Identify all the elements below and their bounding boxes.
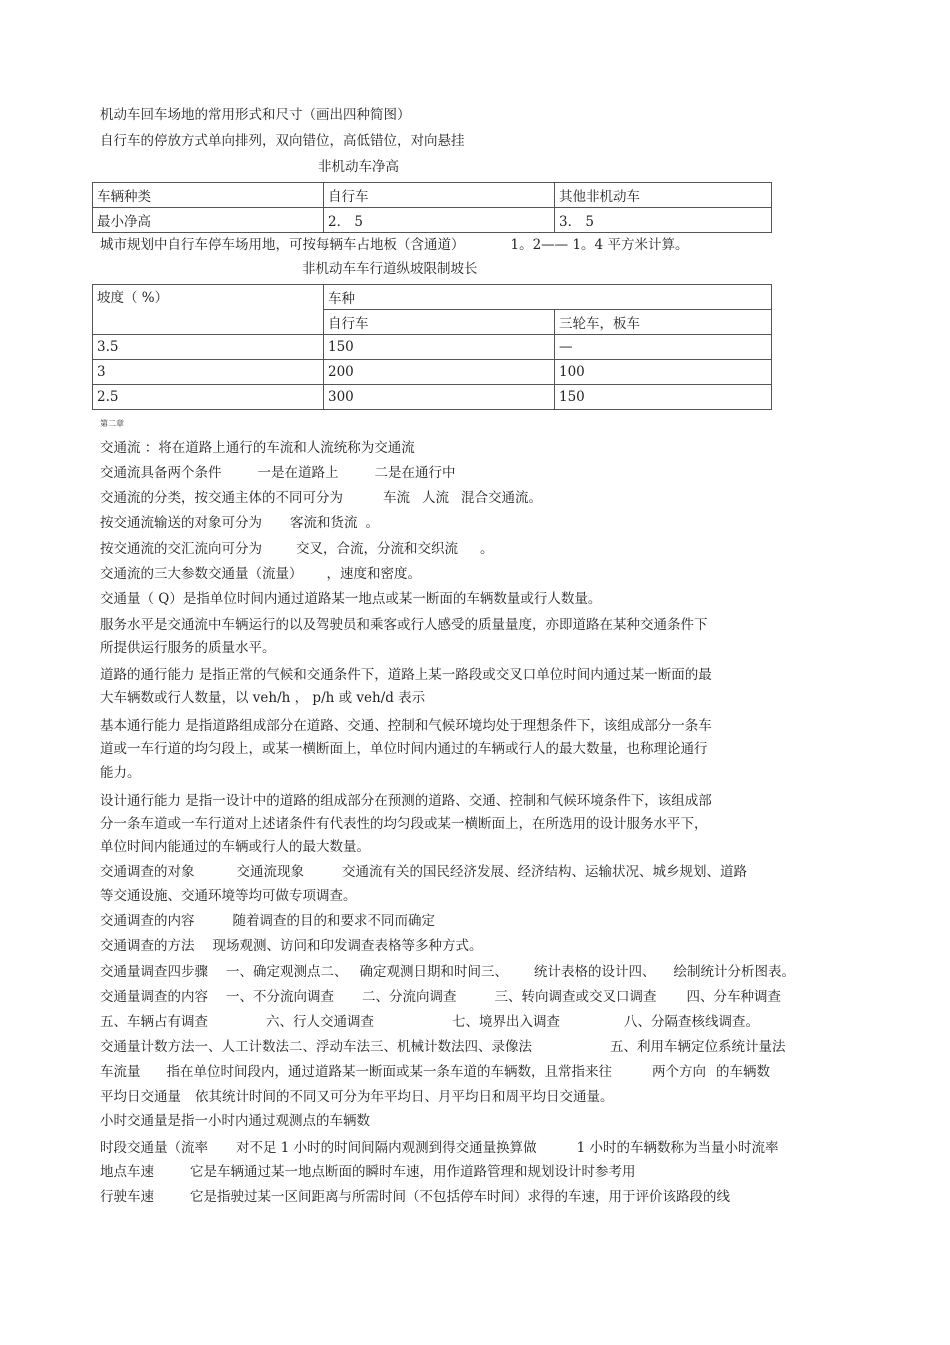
para-by-direction: [100, 540, 494, 558]
text: 混合交通流。: [461, 490, 542, 506]
text: 交通流的三大参数交通量（流量）: [100, 566, 303, 582]
text: 交通量计数方法一、人工计数法二、浮动车法三、机械计数法四、录像法: [100, 1039, 532, 1055]
text: 地点车速: [100, 1164, 154, 1180]
text: 客流和货流: [290, 515, 358, 531]
text: 随着调查的目的和要求不同而确定: [232, 913, 435, 929]
para-traffic-flow: 交通流 ：将在道路上通行的车流和人流统称为交通流: [100, 440, 415, 456]
text: 。: [480, 541, 494, 557]
text: 二、分流向调查: [362, 989, 457, 1005]
text: 二是在通行中: [374, 465, 456, 481]
text: 它是车辆通过某一地点断面的瞬时车速，用作道路管理和规划设计时参考用: [190, 1164, 636, 1180]
text: 城市规划中自行车停车场用地，可按每辆车占地板（含通道）: [100, 237, 465, 253]
para-four-steps: [100, 963, 795, 981]
clearance-table: [92, 182, 772, 233]
text: 的车辆数: [716, 1064, 770, 1080]
table-cell: 车辆种类: [93, 183, 324, 208]
text: 交通流有关的国民经济发展、经济结构、运输状况、城乡规划、道路: [342, 864, 747, 880]
text: ，速度和密度。: [326, 566, 421, 582]
text: 一是在道路上: [257, 465, 339, 481]
para-design-capacity-3: 单位时间内能通过的车辆或行人的最大数量。: [100, 839, 370, 855]
line-turnaround: 机动车回车场地的常用形式和尺寸（画出四种简图）: [100, 107, 411, 123]
text: 一、不分流向调查: [226, 989, 334, 1005]
para-conditions: [100, 464, 456, 482]
table-row: [93, 285, 772, 310]
text: 交通调查的内容: [100, 913, 195, 929]
para-design-capacity-1: 设计通行能力 是指一设计中的道路的组成部分在预测的道路、交通、控制和气候环境条件下，该组成部: [100, 793, 712, 809]
para-capacity-1: 道路的通行能力 是指正常的气候和交通条件下，道路上某一路段或交叉口单位时间内通过某一断面的最: [100, 667, 712, 683]
text: 。: [365, 515, 379, 531]
para-survey-object-1: [100, 863, 747, 881]
table-cell: 2． 5: [324, 208, 555, 233]
text: 确定观测日期和时间三、: [359, 964, 508, 980]
text: 现场观测、访问和印发调查表格等多种方式。: [212, 938, 483, 954]
chapter-label: 第二章: [100, 419, 124, 428]
text: 六、行人交通调查: [266, 1014, 374, 1030]
line-bike-area: [100, 236, 688, 254]
text: 车流量: [100, 1064, 141, 1080]
para-hourly-volume: 小时交通量是指一小时内通过观测点的车辆数: [100, 1113, 370, 1129]
text: 统计表格的设计四、: [534, 964, 656, 980]
text: 对不足 1 小时的时间间隔内观测到得交通量换算做: [236, 1140, 537, 1156]
text: 五、利用车辆定位系统计量法: [610, 1039, 786, 1055]
para-survey-method: [100, 937, 483, 955]
table-cell: 其他非机动车: [555, 183, 772, 208]
text: 平均日交通量: [100, 1089, 181, 1105]
table-cell: 3.5: [93, 335, 324, 360]
text: 两个方向: [652, 1064, 706, 1080]
table-row: [93, 183, 772, 208]
text: 人流: [422, 490, 449, 506]
text: 行驶车速: [100, 1189, 154, 1205]
para-period-volume: [100, 1139, 779, 1157]
text: 七、境界出入调查: [452, 1014, 560, 1030]
line-bike-parking: 自行车的停放方式单向排列，双向错位，高低错位，对向悬挂: [100, 133, 465, 149]
table-cell: 3． 5: [555, 208, 772, 233]
text: 绘制统计分析图表。: [673, 964, 795, 980]
text: 依其统计时间的不同又可分为年平均日、月平均日和周平均日交通量。: [195, 1089, 614, 1105]
table-row: [93, 385, 772, 410]
text: 它是指驶过某一区间距离与所需时间（不包括停车时间）求得的车速，用于评价该路段的线: [190, 1189, 730, 1205]
table-cell: 2.5: [93, 385, 324, 410]
para-service-level-2: 所提供运行服务的质量水平。: [100, 640, 276, 656]
text: 按交通流输送的对象可分为: [100, 515, 262, 531]
para-running-speed: [100, 1188, 730, 1206]
text: 按交通流的交汇流向可分为: [100, 541, 262, 557]
para-basic-capacity-3: 能力。: [100, 765, 141, 781]
slope-table: [92, 284, 772, 410]
para-parameters: [100, 565, 421, 583]
table-cell: 3: [93, 360, 324, 385]
para-survey-content: [100, 912, 435, 930]
text: 1 小时的车辆数称为当量小时流率: [576, 1140, 779, 1156]
text: 指在单位时间段内，通过道路某一断面或某一条车道的车辆数，且常指来往: [166, 1064, 612, 1080]
para-design-capacity-2: 分一条车道或一车行道对上述诸条件有代表性的均匀段或某一横断面上，在所选用的设计服务水平下，: [100, 816, 708, 832]
para-capacity-2: 大车辆数或行人数量，以 veh/h ， p/h 或 veh/d 表示: [100, 690, 426, 706]
text: 四、分车种调查: [686, 989, 781, 1005]
table2-title: 非机动车车行道纵坡限制坡长: [302, 261, 478, 277]
para-daily-volume: [100, 1088, 614, 1106]
table-cell: 坡度（ %）: [93, 285, 324, 335]
text: 三、转向调查或交叉口调查: [494, 989, 657, 1005]
table1-title: 非机动车净高: [318, 159, 399, 175]
table-cell: 自行车: [324, 310, 555, 335]
para-basic-capacity-2: 道或一车行道的均匀段上，或某一横断面上，单位时间内通过的车辆或行人的最大数量，也称理论通行: [100, 741, 708, 757]
para-spot-speed: [100, 1163, 636, 1181]
text: 交通流现象: [236, 864, 304, 880]
text: 交通调查的对象: [100, 864, 195, 880]
table-cell: 车种: [324, 285, 772, 310]
para-count-methods: [100, 1038, 786, 1056]
para-classification: [100, 489, 542, 507]
text: 交通量调查的内容: [100, 989, 208, 1005]
table-cell: —: [555, 335, 772, 360]
para-volume-content-2: [100, 1013, 759, 1031]
table-cell: 自行车: [324, 183, 555, 208]
para-survey-object-2: 等交通设施、交通环境等均可做专项调查。: [100, 888, 357, 904]
text: 交通流的分类，按交通主体的不同可分为: [100, 490, 343, 506]
table-row: [93, 208, 772, 233]
text: 一、确定观测点二、: [226, 964, 348, 980]
text: 五、车辆占有调查: [100, 1014, 208, 1030]
para-by-object: [100, 514, 379, 532]
text: 车流: [383, 490, 410, 506]
table-cell: 150: [555, 385, 772, 410]
text: 交通量调查四步骤: [100, 964, 208, 980]
para-volume-content-1: [100, 988, 781, 1006]
table-cell: 最小净高: [93, 208, 324, 233]
para-volume: 交通量（ Q）是指单位时间内通过道路某一地点或某一断面的车辆数量或行人数量。: [100, 591, 602, 607]
table-row: [93, 335, 772, 360]
table-cell: 150: [324, 335, 555, 360]
text: 交叉，合流，分流和交织流: [296, 541, 458, 557]
text: 1。2—— 1。4 平方米计算。: [510, 237, 689, 253]
table-cell: 200: [324, 360, 555, 385]
para-basic-capacity-1: 基本通行能力 是指道路组成部分在道路、交通、控制和气候环境均处于理想条件下，该组成部分一条车: [100, 718, 712, 734]
para-vehicle-flow: [100, 1063, 770, 1081]
text: 时段交通量（流率: [100, 1140, 208, 1156]
para-service-level-1: 服务水平是交通流中车辆运行的以及驾驶员和乘客或行人感受的质量量度，亦即道路在某种交通条件下: [100, 617, 708, 633]
table-cell: 300: [324, 385, 555, 410]
text: 交通流具备两个条件: [100, 465, 222, 481]
text: 交通调查的方法: [100, 938, 195, 954]
table-row: [93, 360, 772, 385]
text: 八、分隔查核线调查。: [624, 1014, 759, 1030]
table-cell: 100: [555, 360, 772, 385]
table-cell: 三轮车，板车: [555, 310, 772, 335]
